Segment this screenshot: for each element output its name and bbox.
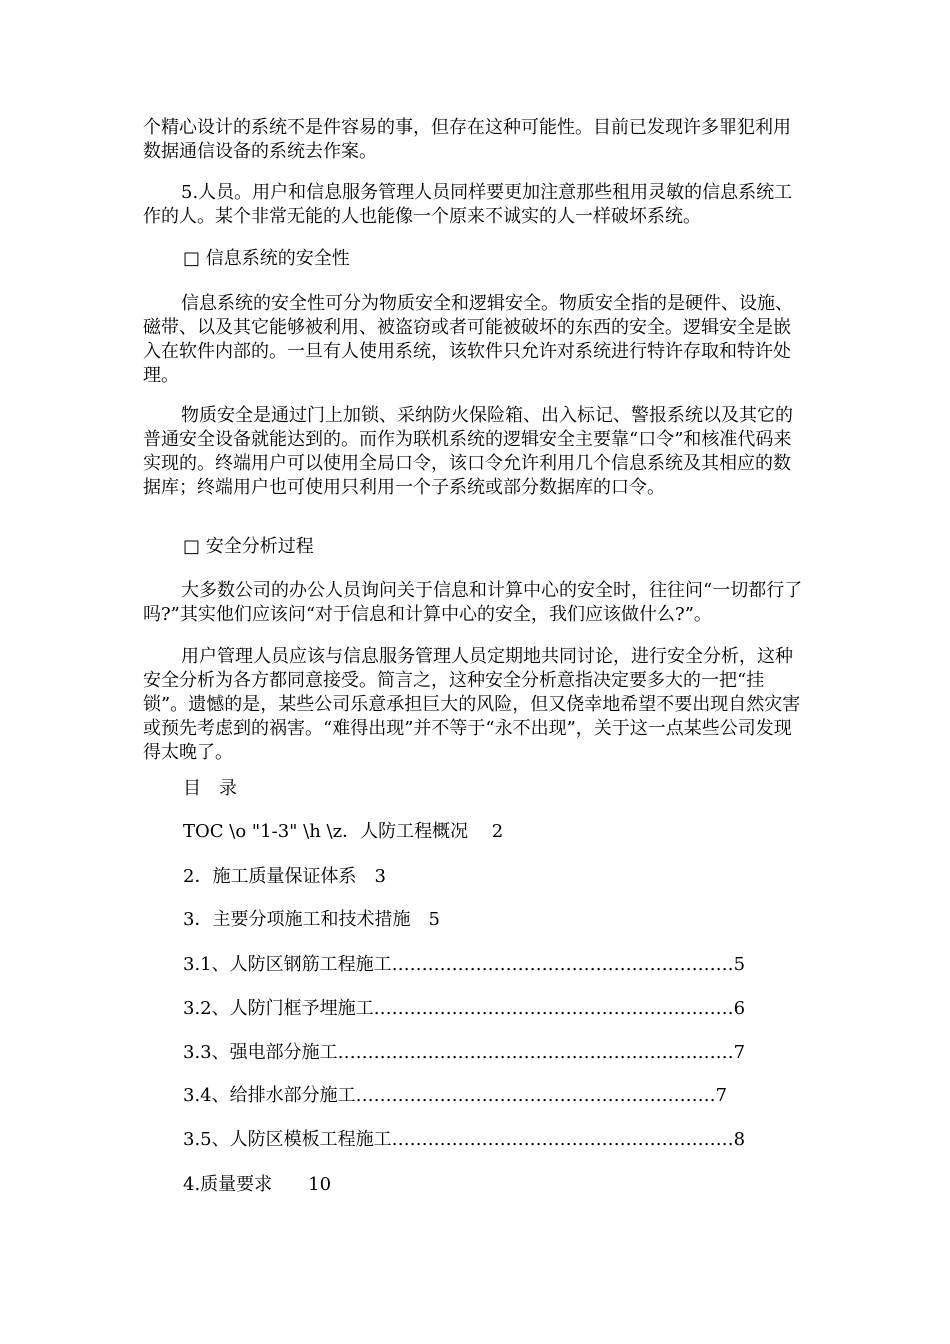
toc-entry[interactable]: 4.质量要求 10: [183, 1174, 332, 1195]
toc-entry[interactable]: 3.2、人防门框予埋施工……………………………………………………6: [183, 998, 746, 1019]
toc-entry[interactable]: 3.1、人防区钢筋工程施工…………………………………………………5: [183, 954, 746, 975]
toc-entry[interactable]: 3．主要分项施工和技术措施 5: [183, 909, 440, 930]
paragraph-physical-security: 物质安全是通过门上加锁、采纳防火保险箱、出入标记、警报系统以及其它的普通安全设备就能达到的。而作为联机系统的逻辑安全主要靠“口令”和核准代码来实现的。终端用户可以使用全局口令，该口令允许利用几个信息系统及其相应的数据库；终端用户也可使用只利用一个子系统或部分数据库的口令。: [143, 405, 793, 498]
heading-info-system-security: □ 信息系统的安全性: [183, 248, 350, 269]
toc-entry[interactable]: 3.5、人防区模板工程施工…………………………………………………8: [183, 1129, 746, 1150]
toc-entry[interactable]: 2．施工质量保证体系 3: [183, 866, 386, 887]
paragraph-office-staff: 大多数公司的办公人员询问关于信息和计算中心的安全时，往往问“一切都行了吗?”其实他们应该问“对于信息和计算中心的安全，我们应该做什么?”。: [143, 580, 803, 625]
heading-security-analysis: □ 安全分析过程: [183, 536, 314, 557]
toc-title: 目 录: [183, 778, 237, 799]
paragraph-user-management: 用户管理人员应该与信息服务管理人员定期地共同讨论，进行安全分析，这种安全分析为各方都同意接受。简言之，这种安全分析意指决定要多大的一把“挂锁”。遗憾的是，某些公司乐意承担巨大的风险，但又侥幸地希望不要出现自然灾害或预先考虑到的祸害。“难得出现”并不等于“永不出现”，关于这一点某些公司发现得太晚了。: [143, 646, 801, 763]
toc-entry[interactable]: 3.4、给排水部分施工……………………………………………………7: [183, 1085, 728, 1106]
paragraph-security-types: 信息系统的安全性可分为物质安全和逻辑安全。物质安全指的是硬件、设施、磁带、以及其它能够被利用、被盗窃或者可能被破坏的东西的安全。逻辑安全是嵌入在软件内部的。一旦有人使用系统，该软件只允许对系统进行特许存取和特许处理。: [143, 293, 793, 386]
paragraph-criminals: 个精心设计的系统不是件容易的事，但存在这种可能性。目前已发现许多罪犯利用数据通信设备的系统去作案。: [143, 117, 791, 162]
paragraph-personnel: 5.人员。用户和信息服务管理人员同样要更加注意那些租用灵敏的信息系统工作的人。某个非常无能的人也能像一个原来不诚实的人一样破坏系统。: [143, 182, 793, 227]
toc-entry[interactable]: 3.3、强电部分施工…………………………………………………………7: [183, 1042, 746, 1063]
toc-entry[interactable]: TOC \o "1-3" \h \z．人防工程概况 2: [183, 821, 504, 842]
